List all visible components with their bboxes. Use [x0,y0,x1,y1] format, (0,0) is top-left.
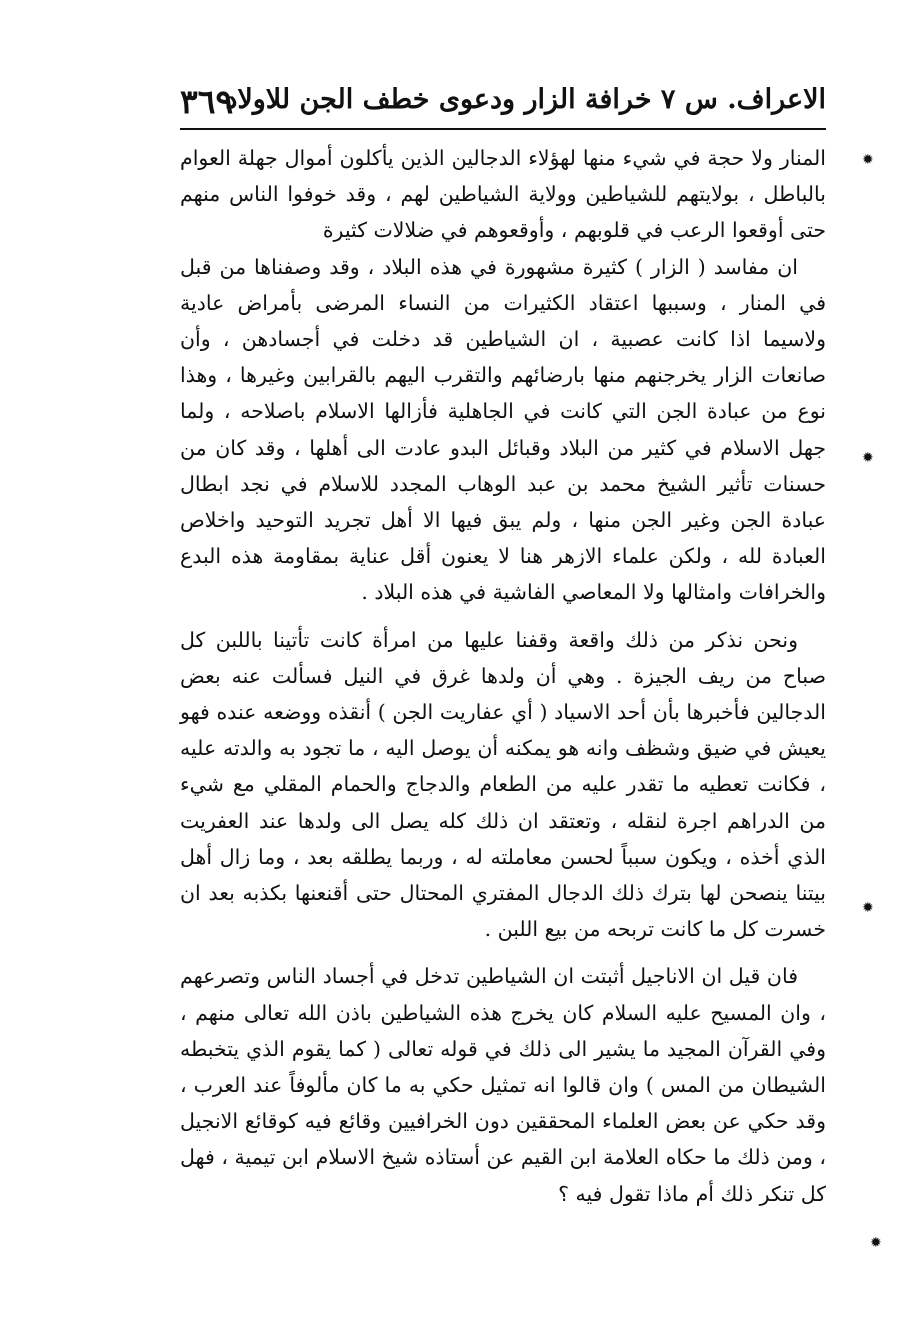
running-title: الاعراف. س ٧ خرافة الزار ودعوى خطف الجن للاولاد [225,84,826,115]
paragraph-2: ان مفاسد ( الزار ) كثيرة مشهورة في هذه البلاد ، وقد وصفناها من قبل في المنار ، وسببها اعتقاد الكثيرات من النساء المرضى بأمراض عادية ولاسيما اذا كانت عصبية ، ان الشياطين قد دخلت في أجسادهن ، وأن صانعات الزار يخرجنهم منها بارضائهم والتقرب اليهم بالقرابين وغيرها ، وهذا نوع من عبادة الجن التي كانت في الجاهلية فأزالها الاسلام باصلاحه ، ولما جهل الاسلام في كثير من البلاد وقبائل البدو عادت الى أهلها ، وقد كان من حسنات تأثير الشيخ محمد بن عبد الوهاب المجدد للاسلام في نجد ابطال عبادة الجن وغير الجن منها ، ولم يبق فيها الا أهل تجريد التوحيد واخلاص العبادة لله ، ولكن علماء الازهر هنا لا يعنون أقل عناية بمقاومة هذه البدع والخرافات وامثالها ولا المعاصي الفاشية في هذه البلاد . [180,254,826,605]
flower-ornament-icon: ✹ [870,1235,882,1251]
page-header [180,82,826,130]
paragraph-1: المنار ولا حجة في شيء منها لهؤلاء الدجالين الذين يأكلون أموال جهلة العوام بالباطل ، بولايتهم للشياطين وولاية الشياطين لهم ، وقد خوفوا الناس منهم حتى أوقعوا الرعب في قلوبهم ، وأوقعوهم في ضلالات كثيرة [180,146,826,243]
page-number: ٣٦٩ [180,82,234,121]
paragraph-3: ونحن نذكر من ذلك واقعة وقفنا عليها من امرأة كانت تأتينا باللبن كل صباح من ريف الجيزة . وهي أن ولدها غرق في النيل فسألت عنه بعض الدجالين فأخبرها بأن أحد الاسياد ( أي عفاريت الجن ) أنقذه ووضعه عنده فهو يعيش في ضيق وشظف وانه هو يمكنه أن يوصل اليه ، ما تجود به والدته عليه ، فكانت تعطيه ما تقدر عليه من الطعام والدجاج والحمام المقلي مع شيء من الدراهم اجرة لنقله ، وتعتقد ان ذلك كله يصل الى ولدها عند العفريت الذي أخذه ، ويكون سبباً لحسن معاملته له ، وربما يطلقه بعد ، وما زال أهل بيتنا ينصحن لها بترك ذلك الدجال المفتري المحتال حتى أقنعنها بكذبه بعد ان خسرت كل ما كانت تربحه من بيع اللبن . [180,627,826,942]
paragraph-4: فان قيل ان الاناجيل أثبتت ان الشياطين تدخل في أجساد الناس وتصرعهم ، وان المسيح عليه السلام كان يخرج هذه الشياطين باذن الله تعالى منهم ، وفي القرآن المجيد ما يشير الى ذلك في قوله تعالى ( كما يقوم الذي يتخبطه الشيطان من المس ) وان قالوا انه تمثيل حكي به ما كان مألوفاً عند العرب ، وقد حكي عن بعض العلماء المحققين دون الخرافيين وقائع فيه كوقائع الانجيل ، ومن ذلك ما حكاه العلامة ابن القيم عن أستاذه شيخ الاسلام ابن تيمية ، فهل كل تنكر ذلك أم ماذا تقول فيه ؟ [180,964,826,1206]
body-text [180,140,826,1212]
flower-ornament-icon: ✹ [862,900,874,916]
flower-ornament-icon: ✹ [862,152,874,168]
flower-ornament-icon: ✹ [862,450,874,466]
